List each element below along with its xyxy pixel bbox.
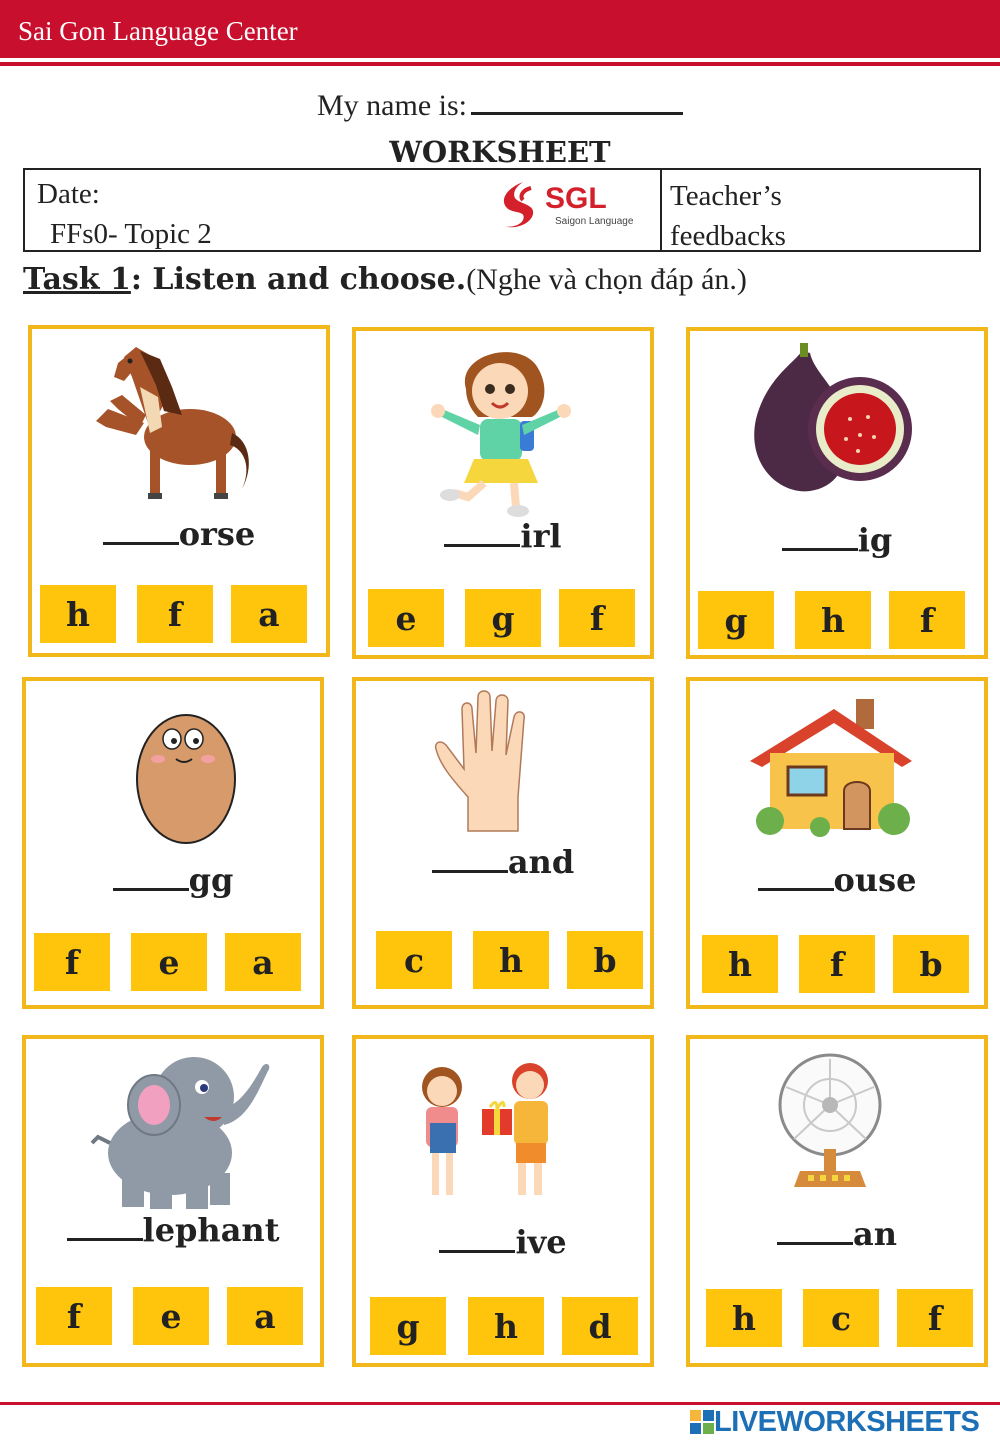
option-button[interactable]: a: [225, 933, 301, 991]
word-ending: lephant: [142, 1211, 280, 1249]
option-button[interactable]: b: [567, 931, 643, 989]
option-button[interactable]: e: [133, 1287, 209, 1345]
card-house: [686, 677, 988, 1009]
liveworksheets-text: LIVEWORKSHEETS: [714, 1405, 980, 1438]
name-prompt: My name is:: [317, 89, 467, 122]
option-button[interactable]: f: [559, 589, 635, 647]
word-ending: ive: [515, 1223, 567, 1261]
option-button[interactable]: e: [368, 589, 444, 647]
option-button[interactable]: g: [370, 1297, 446, 1355]
liveworksheets-logo: [690, 1405, 979, 1439]
word-blank: [103, 518, 179, 545]
logo-subtext: Saigon Language: [555, 216, 634, 227]
card-hand: [352, 677, 654, 1009]
task-heading: [23, 262, 747, 297]
house-picture: [690, 693, 984, 843]
task-number: Task 1: [23, 262, 131, 297]
date-label: Date:: [37, 178, 100, 210]
name-blank[interactable]: [471, 84, 683, 115]
word-prompt: [26, 1211, 320, 1249]
word-blank: [758, 864, 834, 891]
option-button[interactable]: c: [803, 1289, 879, 1347]
word-prompt: [26, 861, 320, 899]
option-button[interactable]: f: [889, 591, 965, 649]
word-blank: [439, 1226, 515, 1253]
card-horse: [28, 325, 330, 657]
word-ending: ig: [857, 521, 893, 559]
option-button[interactable]: h: [795, 591, 871, 649]
word-blank: [782, 524, 858, 551]
card-give: [352, 1035, 654, 1367]
word-prompt: [356, 1223, 650, 1261]
word-prompt: [32, 515, 326, 553]
sgl-logo: [493, 174, 653, 234]
option-button[interactable]: c: [376, 931, 452, 989]
word-prompt: [356, 517, 650, 555]
info-divider: [660, 170, 662, 252]
option-button[interactable]: h: [40, 585, 116, 643]
word-blank: [777, 1218, 853, 1245]
word-ending: orse: [178, 515, 256, 553]
option-button[interactable]: h: [473, 931, 549, 989]
card-girl: [352, 327, 654, 659]
word-ending: and: [507, 843, 575, 881]
worksheet-title: WORKSHEET: [389, 135, 611, 169]
option-button[interactable]: f: [137, 585, 213, 643]
option-button[interactable]: g: [465, 589, 541, 647]
center-name: Sai Gon Language Center: [18, 16, 298, 46]
girl-picture: [356, 335, 650, 521]
card-fig: [686, 327, 988, 659]
liveworksheets-icon: [690, 1410, 714, 1434]
word-prompt: [356, 843, 650, 881]
option-button[interactable]: h: [706, 1289, 782, 1347]
feedback-label-line2: feedbacks: [670, 220, 786, 252]
option-button[interactable]: f: [34, 933, 110, 991]
feedback-label-line1: Teacher’s: [670, 180, 782, 212]
option-button[interactable]: e: [131, 933, 207, 991]
option-button[interactable]: a: [227, 1287, 303, 1345]
info-box: [23, 168, 981, 252]
word-blank: [67, 1214, 143, 1241]
feedback-label: [670, 176, 786, 256]
hand-picture: [356, 687, 650, 837]
word-ending: an: [853, 1215, 897, 1253]
word-blank: [432, 846, 508, 873]
option-button[interactable]: g: [698, 591, 774, 649]
logo-text: SGL: [545, 182, 607, 215]
word-prompt: [690, 1215, 984, 1253]
word-ending: ouse: [833, 861, 917, 899]
option-button[interactable]: f: [897, 1289, 973, 1347]
option-button[interactable]: f: [799, 935, 875, 993]
card-elephant: [22, 1035, 324, 1367]
task-title: : Listen and choose.: [130, 262, 467, 297]
option-button[interactable]: f: [36, 1287, 112, 1345]
option-button[interactable]: h: [468, 1297, 544, 1355]
card-egg: [22, 677, 324, 1009]
fan-picture: [690, 1047, 984, 1199]
card-fan: [686, 1035, 988, 1367]
option-button[interactable]: h: [702, 935, 778, 993]
header-divider: [0, 62, 1000, 66]
header-bar: [0, 0, 1000, 58]
option-button[interactable]: a: [231, 585, 307, 643]
word-ending: gg: [188, 861, 234, 899]
word-blank: [444, 520, 520, 547]
word-ending: irl: [520, 517, 562, 555]
word-prompt: [690, 521, 984, 559]
elephant-picture: [26, 1045, 320, 1215]
name-prompt-line: [0, 84, 1000, 123]
word-blank: [113, 864, 189, 891]
children-giving-gift-picture: [356, 1053, 650, 1209]
egg-picture: [26, 701, 320, 847]
horse-picture: [32, 337, 326, 505]
topic-label: FFs0- Topic 2: [50, 218, 212, 250]
option-button[interactable]: d: [562, 1297, 638, 1355]
option-button[interactable]: b: [893, 935, 969, 993]
word-prompt: [690, 861, 984, 899]
fig-picture: [690, 339, 984, 503]
task-translation: (Nghe và chọn đáp án.): [466, 263, 747, 296]
